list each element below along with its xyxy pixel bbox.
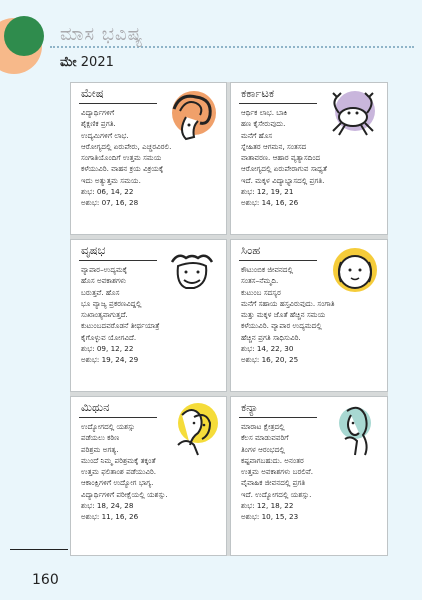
lucky-dates [241, 500, 313, 511]
prediction-line: ಮಾರಾಟ ಕ್ಷೇತ್ರದಲ್ಲಿ [241, 422, 285, 431]
unlucky-dates [241, 354, 335, 365]
footer-rule [10, 549, 68, 550]
prediction-text [81, 421, 168, 523]
prediction-line: ಆಕಾಂಕ್ಷಿಗಳಿಗೆ ಉದ್ಯೋಗ ಭಾಗ್ಯ. [81, 478, 154, 488]
lucky-dates [81, 186, 171, 197]
maiden-icon [325, 401, 381, 457]
month-heading [60, 55, 114, 70]
prediction-text [81, 107, 171, 209]
prediction-line: ಕಷ್ಟವಾಗಬಹುದು. ಅನಂತರ [241, 455, 304, 465]
prediction-line: ಉತ್ತಮ ಫಲಿತಾಂಶ ಪಡೆಯುವಿರಿ. [81, 467, 157, 477]
unlucky-dates [81, 511, 168, 522]
prediction-line: ಸಂಗಾತಿಯೊಂದಿಗೆ ಉತ್ತಮ ಸಮಯ [81, 153, 162, 163]
lucky-dates [81, 500, 168, 511]
prediction-line: ಸುಖಾಂತ್ಯವಾಗುತ್ತದೆ. [81, 310, 128, 320]
lucky-label: ಶುಭ: [241, 501, 255, 511]
prediction-line: ಸಂತಸ–ನೆಮ್ಮದಿ. [241, 276, 279, 286]
prediction-line: ಕುಟುಂಬ ಸದಸ್ಯರ [241, 287, 281, 297]
lucky-values: 06, 14, 22 [96, 187, 134, 197]
prediction-line: ಮತ್ತು ಮಕ್ಕಳ ಜೊತೆ ಹೆಚ್ಚಿನ ಸಮಯ [241, 310, 326, 320]
green-circle-decoration [4, 16, 44, 56]
prediction-line: ಮನೆಗೆ ಸಹಾಯ ಹಸ್ತವಿರುವುದು. ಸಂಗಾತಿ [241, 298, 335, 308]
prediction-line: ಹೊಸ ಅವಕಾಶಗಳು [81, 276, 127, 286]
lucky-label: ಶುಭ: [81, 187, 95, 197]
prediction-line: ಕಳೆಯುವಿರಿ. ವ್ಯಾಪಾರ ಉದ್ಯಮದಲ್ಲಿ [241, 321, 322, 331]
prediction-line: ಉದ್ಯೋಗದಲ್ಲಿ ಯಶಸ್ಸು [81, 422, 135, 431]
month-name: ಮೇ [60, 55, 77, 70]
prediction-line: ಇದು ಅತ್ಯುತ್ತಮ ಸಮಯ. [81, 175, 141, 185]
unlucky-values: 16, 20, 25 [261, 355, 299, 365]
name-underline [79, 260, 157, 261]
prediction-line: ತಿಂಗಳ ಆರಂಭದಲ್ಲಿ [241, 444, 285, 454]
sign-name: ವೃಷಭ [81, 243, 106, 257]
prediction-line: ಕುಟುಂಬದವರೊಡನೆ ತೀರ್ಥಯಾತ್ರೆ [81, 321, 160, 331]
crab-icon [325, 87, 381, 143]
unlucky-label: ಅಶುಭ: [241, 355, 260, 365]
unlucky-values: 07, 16, 28 [101, 198, 139, 208]
page-number: 160 [32, 572, 59, 588]
prediction-line: ಮುಂದೆ ನಿಮ್ಮ ಪರಿಶ್ರಮಕ್ಕೆ ತಕ್ಕಂತೆ [81, 455, 156, 465]
lucky-label: ಶುಭ: [81, 344, 95, 354]
unlucky-label: ಅಶುಭ: [81, 198, 100, 208]
unlucky-label: ಅಶುಭ: [241, 198, 260, 208]
lucky-values: 14, 22, 30 [256, 344, 294, 354]
prediction-text [241, 264, 335, 366]
prediction-line: ಕೆಲಸ ಮಾಡುವವರಿಗೆ [241, 433, 289, 443]
prediction-line: ಆರ್ಥಿಕ ಲಾಭ. ಬಾಕಿ [241, 108, 288, 117]
prediction-line: ಪರಿಶ್ರಮ ಅಗತ್ಯ. [81, 444, 119, 454]
sign-name: ಕರ್ಕಾಟಕ [241, 86, 275, 100]
lucky-label: ಶುಭ: [241, 344, 255, 354]
page-title: ಮಾಸ ಭವಿಷ್ಯ [60, 24, 144, 45]
prediction-line: ಉತ್ತಮ ಅವಕಾಶಗಳು ಬರಲಿವೆ. [241, 467, 314, 477]
lucky-values: 12, 19, 21 [256, 187, 294, 197]
lucky-values: 18, 24, 28 [96, 501, 134, 511]
lucky-dates [241, 186, 327, 197]
header-dotted-rule [50, 46, 414, 48]
unlucky-dates [241, 197, 327, 208]
unlucky-label: ಅಶುಭ: [81, 512, 100, 522]
name-underline [79, 103, 157, 104]
prediction-line: ಸ್ನೇಹಿತರ ಆಗಮನ, ಸಂತಸದ [241, 141, 307, 151]
sign-name: ಸಿಂಹ [241, 243, 261, 257]
prediction-line: ಹಣ ಕೈಸೇರುವುದು. [241, 119, 286, 129]
sign-name: ಕನ್ಯಾ [241, 400, 259, 414]
sign-name: ಮಿಥುನ [81, 400, 110, 414]
prediction-line: ಪಡೆಯಲು ಕಠಿಣ [81, 433, 120, 443]
card-vrishabha [70, 239, 227, 392]
lucky-values: 12, 18, 22 [256, 501, 294, 511]
unlucky-values: 19, 24, 29 [101, 355, 139, 365]
unlucky-values: 11, 16, 26 [101, 512, 139, 522]
unlucky-label: ಅಶುಭ: [81, 355, 100, 365]
prediction-line: ಆರೋಗ್ಯದಲ್ಲಿ ಏರುಪೇರಾಗುವ ಸಾಧ್ಯತೆ [241, 164, 327, 174]
name-underline [239, 260, 317, 261]
name-underline [239, 417, 317, 418]
year: 2021 [80, 55, 114, 70]
prediction-line: ಭೂ ವ್ಯಾಜ್ಯ ಪ್ರಕರಣವಿದ್ದಲ್ಲಿ [81, 298, 142, 308]
prediction-line: ಹೆಚ್ಚಿನ ಪ್ರಗತಿ ಸಾಧಿಸುವಿರಿ. [241, 332, 301, 342]
name-underline [239, 103, 317, 104]
prediction-line: ಉದ್ಯಮಿಗಳಿಗೆ ಲಾಭ. [81, 130, 129, 140]
prediction-line: ಇದೆ. ಉದ್ಯೋಗದಲ್ಲಿ ಯಶಸ್ಸು. [241, 489, 312, 499]
name-underline [79, 417, 157, 418]
bull-icon [164, 244, 220, 300]
lucky-label: ಶುಭ: [241, 187, 255, 197]
unlucky-label: ಅಶುಭ: [241, 512, 260, 522]
card-simha [230, 239, 388, 392]
lucky-label: ಶುಭ: [81, 501, 95, 511]
unlucky-values: 10, 15, 23 [261, 512, 299, 522]
unlucky-dates [241, 511, 313, 522]
prediction-line: ಕೈಗೊಳ್ಳುವ ಯೋಗವಿದೆ. [81, 332, 137, 342]
prediction-text [241, 107, 327, 209]
prediction-line: ಮನೆಗೆ ಹೊಸ [241, 130, 273, 140]
prediction-line: ವಿದ್ಯಾರ್ಥಿಗಳಿಗೆ ಪರೀಕ್ಷೆಯಲ್ಲಿ ಯಶಸ್ಸು. [81, 489, 168, 499]
prediction-line: ಇದೆ. ಮಕ್ಕಳ ವಿದ್ಯಾಭ್ಯಾಸದಲ್ಲಿ ಪ್ರಗತಿ. [241, 175, 325, 185]
card-karkataka [230, 82, 388, 235]
lucky-dates [241, 343, 335, 354]
sign-name: ಮೇಷ [81, 86, 104, 100]
card-mithuna [70, 396, 227, 556]
prediction-line: ಬರುತ್ತವೆ. ಹೊಸ [81, 287, 120, 297]
card-kanya [230, 396, 388, 556]
prediction-text [81, 264, 160, 366]
unlucky-dates [81, 197, 171, 208]
prediction-line: ಕಳೆಯುವಿರಿ. ವಾಹನ ಕ್ರಯ ವಿಕ್ರಯಕ್ಕೆ [81, 164, 164, 174]
prediction-line: ಆರೋಗ್ಯದಲ್ಲಿ ಏರುಪೇರು, ಎಚ್ಚರವಿರಲಿ. [81, 141, 172, 151]
unlucky-dates [81, 354, 160, 365]
card-mesha [70, 82, 227, 235]
ram-icon [164, 87, 220, 143]
prediction-line: ವ್ಯಾಪಾರ–ಉದ್ಯಮಕ್ಕೆ [81, 265, 128, 274]
prediction-line: ಕೌಟುಂಬಿಕ ಜೀವನದಲ್ಲಿ [241, 265, 294, 274]
twins-icon [164, 401, 220, 457]
prediction-line: ಶೈಕ್ಷಣಿಕ ಪ್ರಗತಿ. [81, 119, 116, 129]
unlucky-values: 14, 16, 26 [261, 198, 299, 208]
prediction-text [241, 421, 313, 523]
prediction-line: ವಾತಾವರಣ. ಆಹಾರ ವ್ಯತ್ಯಾಸದಿಂದ [241, 153, 321, 163]
prediction-line: ವೈವಾಹಿಕ ಜೀವನದಲ್ಲಿ ಪ್ರಗತಿ [241, 478, 306, 488]
prediction-line: ವಿದ್ಯಾರ್ಥಿಗಳಿಗೆ [81, 108, 115, 117]
lucky-values: 09, 12, 22 [96, 344, 134, 354]
lucky-dates [81, 343, 160, 354]
